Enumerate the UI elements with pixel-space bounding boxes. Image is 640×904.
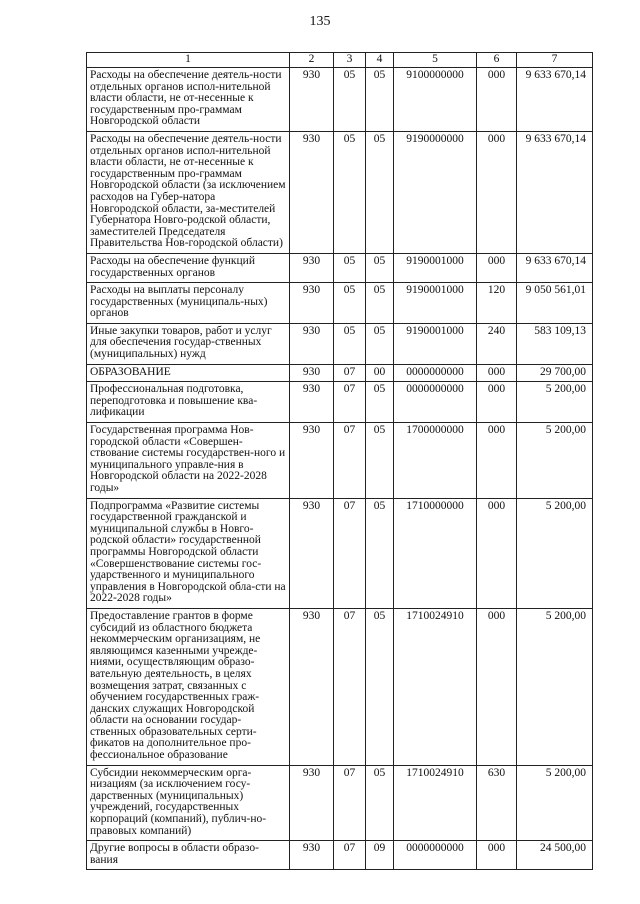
row-name: Субсидии некоммерческим орга-низациям (за исключением госу-дарственных (муниципальных) учреждений, государственных корпораций (компаний), публич-но-правовых компаний)	[87, 765, 290, 841]
row-expense-type: 000	[477, 841, 517, 870]
table-row	[87, 608, 593, 765]
row-section: 07	[334, 765, 366, 841]
row-ministry-code: 930	[290, 382, 334, 423]
table-row	[87, 498, 593, 608]
table-header-row	[87, 53, 593, 68]
row-expense-type: 240	[477, 323, 517, 364]
row-target-article: 0000000000	[394, 364, 477, 382]
row-target-article: 9100000000	[394, 68, 477, 132]
table-row	[87, 323, 593, 364]
row-ministry-code: 930	[290, 423, 334, 499]
row-name: Расходы на выплаты персоналу государственных (муниципаль-ных) органов	[87, 283, 290, 324]
budget-table	[86, 52, 593, 870]
row-ministry-code: 930	[290, 253, 334, 282]
row-subsection: 05	[366, 68, 394, 132]
row-amount: 29 700,00	[517, 364, 593, 382]
col-header-6: 6	[477, 53, 517, 68]
row-subsection: 05	[366, 765, 394, 841]
table-row	[87, 253, 593, 282]
row-subsection: 05	[366, 283, 394, 324]
row-subsection: 05	[366, 382, 394, 423]
page-number: 135	[309, 14, 331, 29]
row-expense-type: 120	[477, 283, 517, 324]
row-section: 07	[334, 608, 366, 765]
row-amount: 5 200,00	[517, 423, 593, 499]
row-amount: 5 200,00	[517, 765, 593, 841]
row-expense-type: 000	[477, 68, 517, 132]
row-section: 05	[334, 253, 366, 282]
row-section: 05	[334, 283, 366, 324]
row-expense-type: 000	[477, 382, 517, 423]
row-target-article: 1710000000	[394, 498, 477, 608]
row-amount: 5 200,00	[517, 498, 593, 608]
row-target-article: 9190000000	[394, 131, 477, 253]
row-name: Профессиональная подготовка, переподготовка и повышение ква-лификации	[87, 382, 290, 423]
table-row	[87, 283, 593, 324]
row-subsection: 05	[366, 498, 394, 608]
row-subsection: 05	[366, 608, 394, 765]
table-row	[87, 841, 593, 870]
row-ministry-code: 930	[290, 323, 334, 364]
col-header-1: 1	[87, 53, 290, 68]
row-expense-type: 000	[477, 364, 517, 382]
row-expense-type: 000	[477, 423, 517, 499]
row-amount: 5 200,00	[517, 382, 593, 423]
row-ministry-code: 930	[290, 68, 334, 132]
row-section: 05	[334, 68, 366, 132]
row-subsection: 09	[366, 841, 394, 870]
row-name: Другие вопросы в области образо-вания	[87, 841, 290, 870]
row-amount: 9 633 670,14	[517, 68, 593, 132]
row-ministry-code: 930	[290, 841, 334, 870]
col-header-7: 7	[517, 53, 593, 68]
row-section: 05	[334, 323, 366, 364]
row-section: 07	[334, 498, 366, 608]
table-row	[87, 364, 593, 382]
row-ministry-code: 930	[290, 364, 334, 382]
row-name: Иные закупки товаров, работ и услуг для обеспечения государ-ственных (муниципальных) нужд	[87, 323, 290, 364]
row-amount: 24 500,00	[517, 841, 593, 870]
row-ministry-code: 930	[290, 765, 334, 841]
table-row	[87, 765, 593, 841]
col-header-5: 5	[394, 53, 477, 68]
row-subsection: 05	[366, 323, 394, 364]
row-amount: 9 633 670,14	[517, 253, 593, 282]
row-expense-type: 000	[477, 253, 517, 282]
table-row	[87, 382, 593, 423]
row-name: ОБРАЗОВАНИЕ	[87, 364, 290, 382]
row-name: Государственная программа Нов-городской области «Совершен-ствование системы государствен-ного и муниципального управле-ния в Новгородской области на 2022-2028 годы»	[87, 423, 290, 499]
col-header-3: 3	[334, 53, 366, 68]
table-row	[87, 68, 593, 132]
row-ministry-code: 930	[290, 283, 334, 324]
row-expense-type: 000	[477, 131, 517, 253]
row-ministry-code: 930	[290, 131, 334, 253]
row-name: Предоставление грантов в форме субсидий из областного бюджета некоммерческим организациям, не являющимся казенными учрежде-ниями, осуществляющим образо-вательную деятельность, в целях возмещения затрат, связанных с обучением государственных граж-данских служащих Новгородской области на основании государ-ственных образовательных серти-фикатов на дополнительное про-фессиональное образование	[87, 608, 290, 765]
row-subsection: 00	[366, 364, 394, 382]
row-ministry-code: 930	[290, 608, 334, 765]
row-name: Расходы на обеспечение функций государственных органов	[87, 253, 290, 282]
row-section: 07	[334, 423, 366, 499]
row-section: 07	[334, 841, 366, 870]
table-row	[87, 131, 593, 253]
row-expense-type: 630	[477, 765, 517, 841]
row-ministry-code: 930	[290, 498, 334, 608]
row-name: Подпрограмма «Развитие системы государственной гражданской и муниципальной службы в Новго-родской области» государственной программы Новгородской области «Совершенствование системы гос-ударственного и муниципального управления в Новгородской обла-сти на 2022-2028 годы»	[87, 498, 290, 608]
row-expense-type: 000	[477, 608, 517, 765]
col-header-4: 4	[366, 53, 394, 68]
row-expense-type: 000	[477, 498, 517, 608]
col-header-2: 2	[290, 53, 334, 68]
row-target-article: 1710024910	[394, 765, 477, 841]
row-target-article: 0000000000	[394, 841, 477, 870]
table-row	[87, 423, 593, 499]
row-section: 07	[334, 364, 366, 382]
row-section: 07	[334, 382, 366, 423]
row-target-article: 9190001000	[394, 323, 477, 364]
row-target-article: 9190001000	[394, 253, 477, 282]
row-target-article: 1710024910	[394, 608, 477, 765]
row-amount: 583 109,13	[517, 323, 593, 364]
row-amount: 9 633 670,14	[517, 131, 593, 253]
row-amount: 9 050 561,01	[517, 283, 593, 324]
row-name: Расходы на обеспечение деятель-ности отдельных органов испол-нительной власти области, не от-несенные к государственным про-граммам Новгородской области	[87, 68, 290, 132]
row-target-article: 9190001000	[394, 283, 477, 324]
row-section: 05	[334, 131, 366, 253]
row-subsection: 05	[366, 253, 394, 282]
row-amount: 5 200,00	[517, 608, 593, 765]
row-subsection: 05	[366, 423, 394, 499]
row-target-article: 0000000000	[394, 382, 477, 423]
row-subsection: 05	[366, 131, 394, 253]
row-target-article: 1700000000	[394, 423, 477, 499]
row-name: Расходы на обеспечение деятель-ности отдельных органов испол-нительной власти области, не от-несенные к государственным про-граммам Новгородской области (за исключением расходов на Губер-натора Новгородской области, за-местителей Губернатора Новго-родской области, заместителей Председателя Правительства Нов-городской области)	[87, 131, 290, 253]
